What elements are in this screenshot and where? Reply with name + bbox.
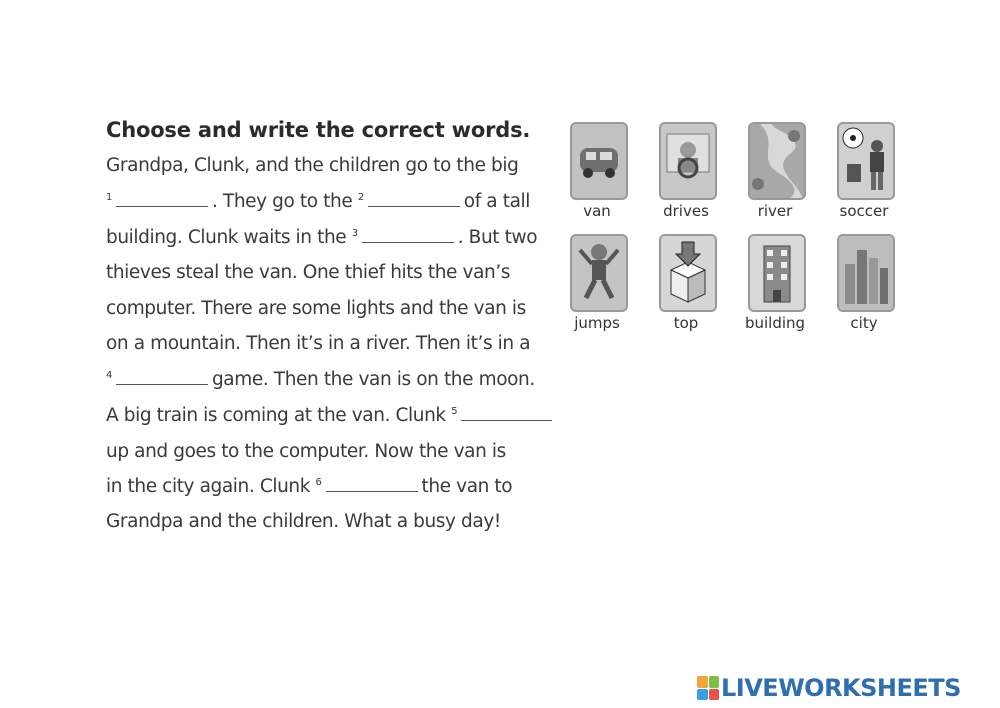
building-icon bbox=[748, 234, 806, 312]
box-arrow-icon bbox=[659, 234, 717, 312]
line-8: A big train is coming at the van. Clunk $^5$ bbox=[106, 405, 552, 426]
line-6: on a mountain. Then it’s in a river. Then it’s in a bbox=[106, 333, 531, 354]
van-icon bbox=[570, 122, 628, 200]
word-label-building: building bbox=[744, 314, 806, 332]
word-label-drives: drives bbox=[663, 202, 709, 220]
jumping-boy-icon bbox=[570, 234, 628, 312]
line-1: Grandpa, Clunk, and the children go to the big bbox=[106, 155, 519, 176]
answer-blank-2[interactable] bbox=[368, 192, 460, 207]
city-icon bbox=[837, 234, 895, 312]
brand-wordmark: LIVEWORKSHEETS bbox=[721, 674, 961, 702]
answer-blank-4[interactable] bbox=[116, 370, 208, 385]
line-11: Grandpa and the children. What a busy day! bbox=[106, 511, 501, 532]
word-label-soccer: soccer bbox=[839, 202, 889, 220]
answer-blank-1[interactable] bbox=[116, 192, 208, 207]
word-label-river: river bbox=[757, 202, 793, 220]
word-label-top: top bbox=[673, 314, 699, 332]
word-label-city: city bbox=[850, 314, 878, 332]
word-label-jumps: jumps bbox=[574, 314, 620, 332]
word-label-van: van bbox=[583, 202, 611, 220]
line-10: in the city again. Clunk $^6$ the van to bbox=[106, 476, 513, 497]
answer-blank-6[interactable] bbox=[326, 477, 418, 492]
line-7: $^4$ game. Then the van is on the moon. bbox=[106, 369, 535, 390]
soccer-icon bbox=[837, 122, 895, 200]
line-9: up and goes to the computer. Now the van is bbox=[106, 441, 506, 462]
story-passage bbox=[106, 155, 552, 550]
driver-icon bbox=[659, 122, 717, 200]
answer-blank-5[interactable] bbox=[461, 406, 552, 421]
liveworksheets-logo bbox=[697, 673, 961, 703]
answer-blank-3[interactable] bbox=[362, 228, 454, 243]
line-5: computer. There are some lights and the van is bbox=[106, 298, 526, 319]
line-4: thieves steal the van. One thief hits the van’s bbox=[106, 262, 511, 283]
river-icon bbox=[748, 122, 806, 200]
line-2: $^1$ . They go to the $^2$ of a tall bbox=[106, 191, 530, 212]
exercise-heading: Choose and write the correct words. bbox=[106, 118, 531, 142]
logo-mark-icon bbox=[697, 676, 719, 700]
line-3: building. Clunk waits in the $^3$ . But two bbox=[106, 227, 538, 248]
